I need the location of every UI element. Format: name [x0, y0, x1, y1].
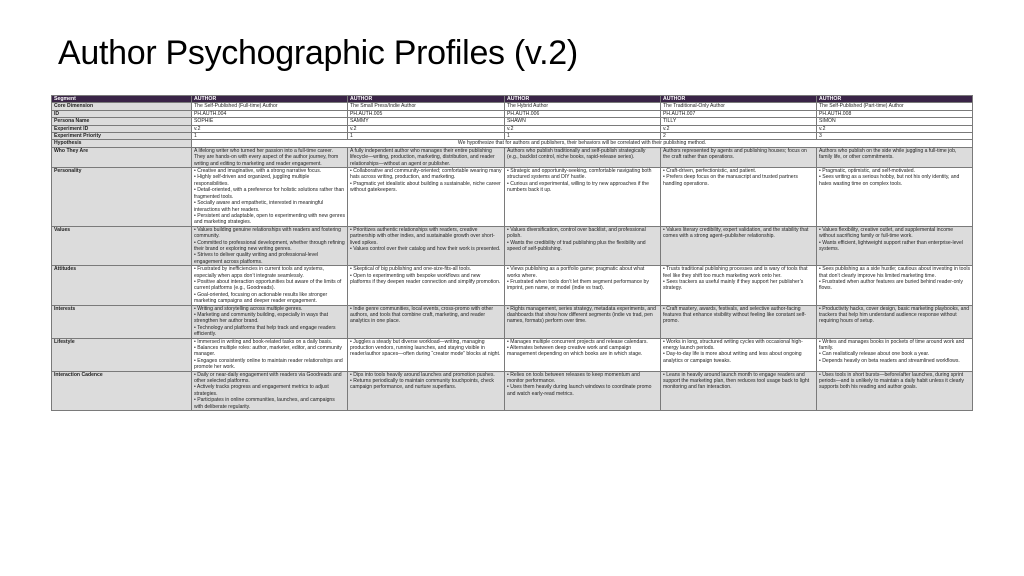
bullet-list — [507, 339, 658, 358]
list-item: • Frustrated when author features are buried behind reader-only flows. — [819, 278, 963, 292]
list-item: • Writes and manages books in pockets of time around work and family. — [819, 338, 965, 352]
table-cell: PH.AUTH.008 — [817, 110, 973, 117]
list-item: • Juggles a steady but diverse workload—writing, managing production vendors, running launches, and staying visible in reader/author spaces—often during “creator mode” blocks at night. — [350, 338, 501, 358]
table-cell: 1 — [192, 133, 348, 140]
profile-row — [52, 338, 973, 371]
list-item: • Values building genuine relationships with readers and fostering community. — [194, 226, 341, 240]
list-item: • Day-to-day life is more about writing and less about ongoing analytics or campaign tweaks. — [663, 351, 802, 364]
profile-row — [52, 266, 973, 305]
profile-row — [52, 371, 973, 410]
bullet-list — [663, 168, 814, 187]
bullet-list — [819, 266, 970, 292]
list-item: • Indie genre communities, local events, cross-promo with other authors, and tools that combine craft, marketing, and reader analytics in one place. — [350, 305, 494, 325]
list-item: • Strategic and opportunity-seeking, comfortable navigating both structured systems and DIY hustle. — [507, 168, 652, 181]
list-item: • Views publishing as a portfolio game; pragmatic about what works where. — [507, 266, 645, 279]
bullet-list — [350, 266, 502, 285]
list-item: • Technology and platforms that help track and engage readers efficiently. — [194, 324, 336, 338]
bullet-list — [663, 266, 814, 292]
table-cell — [661, 305, 817, 338]
list-item: • Skeptical of big publishing and one-size-fits-all tools. — [350, 266, 472, 273]
list-item: Authors who publish traditionally and self-publish strategically (e.g., backlist control, niche books, rapid-release series). — [507, 147, 646, 161]
table-cell — [817, 266, 973, 305]
bullet-list — [507, 168, 658, 194]
meta-row — [52, 133, 973, 140]
list-item: • Values literary credibility, expert validation, and the stability that comes with a strong agent–publisher relationship. — [663, 226, 809, 240]
list-item: • Detail-oriented, with a preference for holistic solutions rather than fragmented tools. — [194, 187, 345, 200]
table-cell: 3 — [817, 133, 973, 140]
bullet-list — [194, 372, 345, 410]
header-cell: AUTHOR — [348, 96, 505, 103]
profiles-table — [51, 95, 973, 411]
table-cell — [192, 168, 348, 227]
bullet-list — [194, 227, 345, 265]
list-item: • Writing and storytelling across multiple genres. — [194, 305, 303, 312]
table-cell: SIMON — [817, 118, 973, 125]
list-item: • Wants efficient, lightweight support rather than enterprise-level systems. — [819, 239, 963, 252]
table-cell — [817, 147, 973, 167]
bullet-list — [194, 339, 345, 371]
table-cell: PH.AUTH.007 — [661, 110, 817, 117]
table-cell: PH.AUTH.004 — [192, 110, 348, 117]
list-item: • Frustrated when tools don’t let them segment performance by imprint, pen name, or model (indie vs trad). — [507, 278, 649, 292]
row-label: Hypothesis — [52, 140, 192, 147]
list-item: • Sees trackers as useful mainly if they support her publisher’s strategy. — [663, 278, 804, 292]
list-item: • Leans in heavily around launch month to engage readers and support the marketing plan, then reduces tool usage back to light monitoring and fan interaction. — [663, 371, 810, 391]
list-item: • Balances multiple roles: author, marketer, editor, and community manager. — [194, 345, 342, 358]
meta-row — [52, 118, 973, 125]
bullet-list — [819, 168, 970, 187]
profile-row — [52, 168, 973, 227]
bullet-list — [350, 339, 502, 358]
section-rows — [52, 147, 973, 410]
table-cell — [661, 266, 817, 305]
row-label: Who They Are — [52, 147, 192, 167]
list-item: • Dips into tools heavily around launches and promotion pushes. — [350, 371, 495, 378]
table-cell: v.2 — [192, 125, 348, 132]
header-cell: AUTHOR — [661, 96, 817, 103]
table-cell — [505, 305, 661, 338]
table-cell — [661, 147, 817, 167]
list-item: • Trusts traditional publishing processes and is wary of tools that feel like they shift too much marketing work onto her. — [663, 266, 808, 279]
row-label: Attitudes — [52, 266, 192, 305]
row-label: Experiment Priority — [52, 133, 192, 140]
table-cell — [192, 147, 348, 167]
slide-title: Author Psychographic Profiles (v.2) — [58, 34, 578, 72]
header-cell: AUTHOR — [192, 96, 348, 103]
bullet-list — [194, 306, 345, 338]
bullet-list — [663, 148, 814, 161]
list-item: • Values flexibility, creative outlet, and supplemental income without sacrificing family or full-time work. — [819, 226, 954, 240]
bullet-list — [507, 306, 658, 325]
list-item: • Pragmatic, optimistic, and self-motivated. — [819, 168, 916, 175]
table-cell — [817, 371, 973, 410]
row-label: Persona Name — [52, 118, 192, 125]
profile-row — [52, 305, 973, 338]
list-item: • Prioritizes authentic relationships with readers, creative partnership with other indies, and sustainable growth over short-lived spikes. — [350, 226, 495, 246]
list-item: • Sees writing as a serious hobby, but not his only identity, and hates wasting time on complex tools. — [819, 174, 960, 187]
table-cell: 2 — [661, 133, 817, 140]
list-item: • Depends heavily on beta readers and streamlined workflows. — [819, 357, 960, 364]
table-cell — [348, 147, 505, 167]
list-item: • Creative and imaginative, with a strong narrative focus. — [194, 168, 322, 175]
bullet-list — [663, 339, 814, 365]
table-cell: The Hybrid Author — [505, 103, 661, 110]
bullet-list — [819, 372, 970, 391]
bullet-list — [663, 372, 814, 391]
list-item: • Open to experimenting with bespoke workflows and new platforms if they deepen reader connection and simplify promotion. — [350, 272, 501, 285]
table-cell — [348, 338, 505, 371]
list-item: • Marketing and community building, especially in ways that strengthen her author brand. — [194, 312, 329, 325]
list-item: • Wants the credibility of trad publishing plus the flexibility and speed of self-publishing. — [507, 239, 646, 252]
bullet-list — [507, 227, 658, 253]
list-item: • Manages multiple concurrent projects and release calendars. — [507, 338, 648, 345]
bullet-list — [350, 372, 502, 391]
table-cell — [661, 168, 817, 227]
table-cell: 1 — [348, 133, 505, 140]
meta-rows — [52, 103, 973, 140]
hypothesis-row — [52, 140, 973, 147]
header-cell: AUTHOR — [817, 96, 973, 103]
list-item: A lifelong writer who turned her passion into a full-time career. They are hands-on with every aspect of the author journey, from writing and editing to marketing and reader engagement. — [194, 147, 339, 167]
bullet-list — [350, 306, 502, 325]
table-cell — [505, 147, 661, 167]
list-item: • Actively tracks progress and engagement metrics to adjust strategies. — [194, 384, 329, 397]
table-cell: v.2 — [505, 125, 661, 132]
profile-row — [52, 147, 973, 167]
list-item: • Productivity hacks, cover design, basic marketing playbooks, and trackers that help him understand audience response without requiring hours of setup. — [819, 305, 970, 325]
table-header-row — [52, 96, 973, 103]
list-item: • Goal-oriented, focusing on actionable results like stronger marketing campaigns and deeper reader engagement. — [194, 291, 328, 305]
list-item: • Socially aware and empathetic, interested in meaningful interactions with her readers. — [194, 200, 324, 213]
table-cell — [348, 168, 505, 227]
bullet-list — [663, 227, 814, 240]
meta-row — [52, 103, 973, 110]
list-item: • Highly self-driven and organized, juggling multiple responsibilities. — [194, 174, 310, 187]
bullet-list — [819, 148, 970, 161]
list-item: A fully independent author who manages their entire publishing lifecycle—writing, production, marketing, distribution, and reader relationships—without an agent or publisher. — [350, 147, 495, 167]
list-item: • Daily or near-daily engagement with readers via Goodreads and other selected platforms. — [194, 371, 342, 385]
table-cell: The Small Press/Indie Author — [348, 103, 505, 110]
list-item: • Relies on tools between releases to keep momentum and monitor performance. — [507, 371, 640, 385]
list-item: Authors who publish on the side while juggling a full-time job, family life, or other commitments. — [819, 147, 957, 161]
table-cell — [505, 371, 661, 410]
table-cell — [348, 266, 505, 305]
table-cell: v.2 — [348, 125, 505, 132]
bullet-list — [819, 306, 970, 325]
table-cell — [192, 338, 348, 371]
table-cell: 1 — [505, 133, 661, 140]
list-item: • Values diversification, control over backlist, and professional polish. — [507, 226, 646, 240]
table-cell — [817, 226, 973, 265]
list-item: • Sees publishing as a side hustle; cautious about investing in tools that don’t clearly improve his limited marketing time. — [819, 266, 971, 279]
table-cell — [505, 168, 661, 227]
table-cell — [661, 338, 817, 371]
list-item: • Returns periodically to maintain community touchpoints, check campaign performance, and nurture superfans. — [350, 378, 494, 391]
table-cell — [505, 226, 661, 265]
row-label: Core Dimension — [52, 103, 192, 110]
list-item: • Committed to professional development, whether through refining their brand or exploring new writing genres. — [194, 239, 345, 252]
header-label: Segment — [52, 96, 192, 103]
header-cell: AUTHOR — [505, 96, 661, 103]
table-cell — [192, 226, 348, 265]
row-label: Personality — [52, 168, 192, 227]
list-item: • Positive about interaction opportunities but aware of the limits of current platforms (e.g., Goodreads). — [194, 278, 342, 292]
table-cell — [661, 371, 817, 410]
row-label: Interaction Cadence — [52, 371, 192, 410]
table-cell: The Self-Published (Part-time) Author — [817, 103, 973, 110]
table-cell — [348, 305, 505, 338]
list-item: • Craft-driven, perfectionistic, and patient. — [663, 168, 757, 175]
table-cell: SOPHIE — [192, 118, 348, 125]
list-item: • Rights management, series strategy, metadata experiments, and dashboards that show how different segments (indie vs trad, pen names, formats) perform over time. — [507, 305, 656, 325]
list-item: • Collaborative and community-oriented; comfortable wearing many hats across writing, production, and marketing. — [350, 168, 502, 181]
bullet-list — [194, 266, 345, 304]
row-label: Values — [52, 226, 192, 265]
table-cell — [817, 168, 973, 227]
table-cell — [348, 371, 505, 410]
bullet-list — [663, 306, 814, 325]
bullet-list — [507, 266, 658, 292]
list-item: • Pragmatic yet idealistic about building a sustainable, niche career without gatekeepers. — [350, 180, 501, 194]
list-item: • Persistent and adaptable, open to experimenting with new genres and marketing strategies. — [194, 212, 346, 226]
table-cell — [817, 305, 973, 338]
bullet-list — [507, 372, 658, 398]
list-item: • Uses them heavily during launch windows to coordinate promo and watch early-read metrics. — [507, 384, 652, 397]
list-item: • Values control over their catalog and how their work is presented. — [350, 245, 501, 252]
bullet-list — [819, 339, 970, 365]
table-cell: v.2 — [661, 125, 817, 132]
list-item: • Engages consistently online to maintain reader relationships and promote her work. — [194, 357, 343, 371]
list-item: • Alternates between deep creative work and campaign management depending on which books are in which stage. — [507, 345, 643, 358]
profile-row — [52, 226, 973, 265]
bullet-list — [819, 227, 970, 253]
row-label: Interests — [52, 305, 192, 338]
bullet-list — [350, 227, 502, 253]
bullet-list — [350, 148, 502, 167]
row-label: Lifestyle — [52, 338, 192, 371]
table-cell — [661, 226, 817, 265]
bullet-list — [194, 168, 345, 226]
table-cell — [192, 371, 348, 410]
list-item: • Can realistically release about one book a year. — [819, 351, 930, 358]
table-cell — [505, 266, 661, 305]
meta-row — [52, 110, 973, 117]
list-item: Authors represented by agents and publishing houses; focus on the craft rather than operations. — [663, 147, 807, 161]
table-cell: The Traditional-Only Author — [661, 103, 817, 110]
table-cell: v.2 — [817, 125, 973, 132]
table-cell: The Self-Published (Full-time) Author — [192, 103, 348, 110]
meta-row — [52, 125, 973, 132]
list-item: • Craft mastery, awards, festivals, and selective author-facing features that enhance visibility without feeling like constant self-promo. — [663, 305, 806, 325]
table-cell — [348, 226, 505, 265]
table-cell — [192, 305, 348, 338]
table-cell — [192, 266, 348, 305]
list-item: • Curious and experimental, willing to try new approaches if the numbers back it up. — [507, 180, 649, 194]
table-cell: SHAWN — [505, 118, 661, 125]
table-cell: PH.AUTH.005 — [348, 110, 505, 117]
list-item: • Works in long, structured writing cycles with occasional high-energy launch periods. — [663, 338, 803, 352]
table-cell: PH.AUTH.006 — [505, 110, 661, 117]
list-item: • Frustrated by inefficiencies in current tools and systems, especially when apps don’t integrate seamlessly. — [194, 266, 324, 279]
row-label: ID — [52, 110, 192, 117]
table-cell: TILLY — [661, 118, 817, 125]
hypothesis-text: We hypothesize that for authors and publishers, their behaviors will be correlated with their publishing method. — [192, 140, 973, 147]
list-item: • Strives to deliver quality writing and professional-level engagement across platforms. — [194, 252, 319, 265]
list-item: • Immersed in writing and book-related tasks on a daily basis. — [194, 338, 333, 345]
table-cell: SAMMY — [348, 118, 505, 125]
row-label: Experiment ID — [52, 125, 192, 132]
bullet-list — [194, 148, 345, 167]
bullet-list — [507, 148, 658, 161]
list-item: • Prefers deep focus on the manuscript and trusted partners handling operations. — [663, 174, 798, 187]
table-cell — [817, 338, 973, 371]
table-cell — [505, 338, 661, 371]
list-item: • Uses tools in short bursts—before/after launches, during sprint periods—and is unlikely to maintain a daily habit unless it clearly supports both his reading and author goals. — [819, 371, 964, 391]
bullet-list — [350, 168, 502, 194]
list-item: • Participates in online communities, launches, and campaigns with deliberate regularity. — [194, 397, 335, 410]
